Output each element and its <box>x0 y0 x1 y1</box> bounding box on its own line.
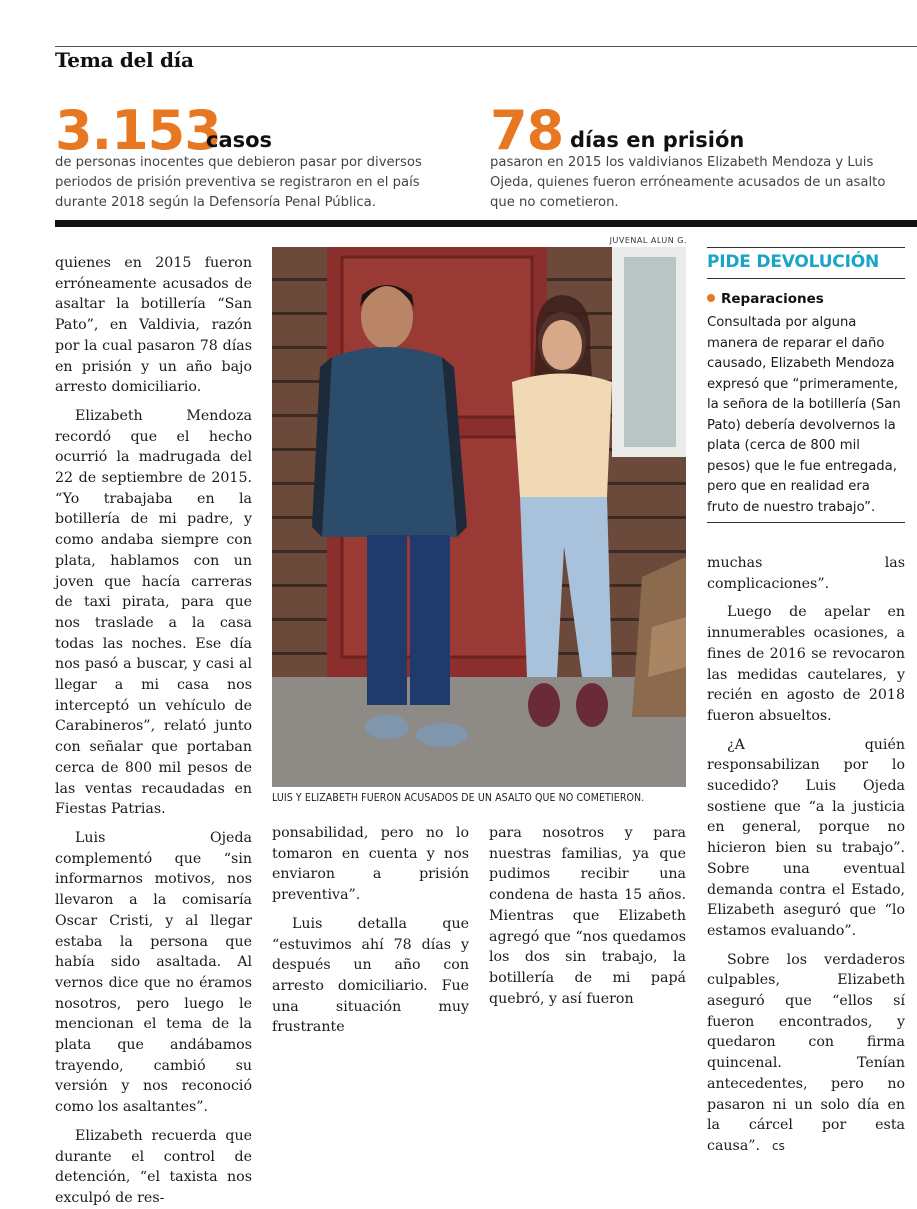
news-photo <box>272 247 686 787</box>
paragraph-text: Sobre los verdaderos culpables, Elizabeth aseguró que “ellos sí fueron encontrados, y quedaron con firma quincenal. Tenían antecedentes, pero no pasaron ni un solo día en la cárcel por esta causa”. <box>707 951 905 1154</box>
stat-number-cases: 3.153 <box>55 99 221 162</box>
sidebar-title: PIDE DEVOLUCIÓN <box>707 252 879 272</box>
article-column-1 <box>55 253 252 1209</box>
paragraph: muchas las complicaciones”. <box>707 555 905 592</box>
paragraph: Elizabeth recuerda que durante el control de detención, “el taxista nos exculpó de res- <box>55 1127 252 1206</box>
sidebar-text: Consultada por alguna manera de reparar el daño causado, Elizabeth Mendoza expresó que “primeramente, la señora de la botillería (San Pato) debería devolvernos la plata (cerca de 800 mil pesos) que le fue entregada, pero que en realidad era fruto de nuestro trabajo”. <box>707 315 901 515</box>
sidebar-subtitle-text: Reparaciones <box>721 291 824 307</box>
paragraph: Elizabeth Mendoza recordó que el hecho ocurrió la madrugada del 22 de septiembre de 2015. “Yo trabajaba en la botillería de mi padre, y como andaba siempre con plata, hablamos con un joven que hacía carreras de taxi pirata, para que nos traslade a la casa todas las noches. Ese día nos pasó a buscar, y casi al llegar a mi casa nos interceptó un vehículo de Carabineros”, relató junto con señalar que portaban cerca de 800 mil pesos de las ventas recaudadas en Fiestas Patrias. <box>55 407 252 818</box>
sidebar-title-rule <box>707 278 905 279</box>
top-rule <box>55 46 917 47</box>
photo-credit: JUVENAL ALUN G. <box>609 236 687 245</box>
article-column-3 <box>489 823 686 1009</box>
sidebar-bottom-rule <box>707 522 905 523</box>
sidebar-top-rule <box>707 247 905 248</box>
section-title: Tema del día <box>55 48 194 72</box>
paragraph: quienes en 2015 fueron erróneamente acusados de asaltar la botillería “San Pato”, en Valdivia, razón por la cual pasaron 78 días en prisión y un año bajo arresto domiciliario. <box>55 255 252 396</box>
paragraph: para nosotros y para nuestras familias, ya que pudimos recibir una condena de hasta 15 años. Mientras que Elizabeth agregó que “nos quedamos los dos sin trabajo, la botillería de mi papá quebró, y así fueron <box>489 825 686 1007</box>
section-divider <box>55 220 917 227</box>
paragraph: Luis detalla que “estuvimos ahí 78 días y después un año con arresto domiciliario. Fue una situación muy frustrante <box>272 915 469 1036</box>
photo-caption: LUIS Y ELIZABETH FUERON ACUSADOS DE UN ASALTO QUE NO COMETIERON. <box>272 792 645 804</box>
sidebar-subtitle <box>707 291 824 307</box>
photo-illustration <box>272 247 686 787</box>
article-column-2 <box>272 823 469 1038</box>
paragraph: Luis Ojeda complementó que “sin informarnos motivos, nos llevaron a la comisaría Oscar Cristi, y al llegar estaba la persona que había sido asaltada. Al vernos dice que no éramos nosotros, pero luego le mencionan el tema de la plata que andábamos trayendo, cambió su versión y nos reconoció como los asaltantes”. <box>55 829 252 1116</box>
end-of-article-icon: cs <box>772 1138 785 1153</box>
stat-label-days: días en prisión <box>570 128 745 152</box>
stat-number-days: 78 <box>490 99 564 162</box>
bullet-dot-icon <box>707 294 715 302</box>
stat-label-cases: casos <box>206 128 273 152</box>
paragraph: Luego de apelar en innumerables ocasiones, a fines de 2016 se revocaron las medidas cautelares, y recién en agosto de 2018 fueron absueltos. <box>707 604 905 724</box>
article-column-4 <box>707 553 905 1157</box>
paragraph: ponsabilidad, pero no lo tomaron en cuenta y nos enviaron a prisión preventiva”. <box>272 825 469 904</box>
stat-text-days: pasaron en 2015 los valdivianos Elizabeth Mendoza y Luis Ojeda, quienes fueron erróneamente acusados de un asalto que no cometieron. <box>490 155 886 210</box>
stat-text-cases: de personas inocentes que debieron pasar por diversos periodos de prisión preventiva se registraron en el país durante 2018 según la Defensoría Penal Pública. <box>55 155 422 210</box>
paragraph: ¿A quién responsabilizan por lo sucedido? Luis Ojeda sostiene que “a la justicia en general, porque no hicieron bien su trabajo”. Sobre una eventual demanda contra el Estado, Elizabeth aseguró que “lo estamos evaluando”. <box>707 736 905 939</box>
